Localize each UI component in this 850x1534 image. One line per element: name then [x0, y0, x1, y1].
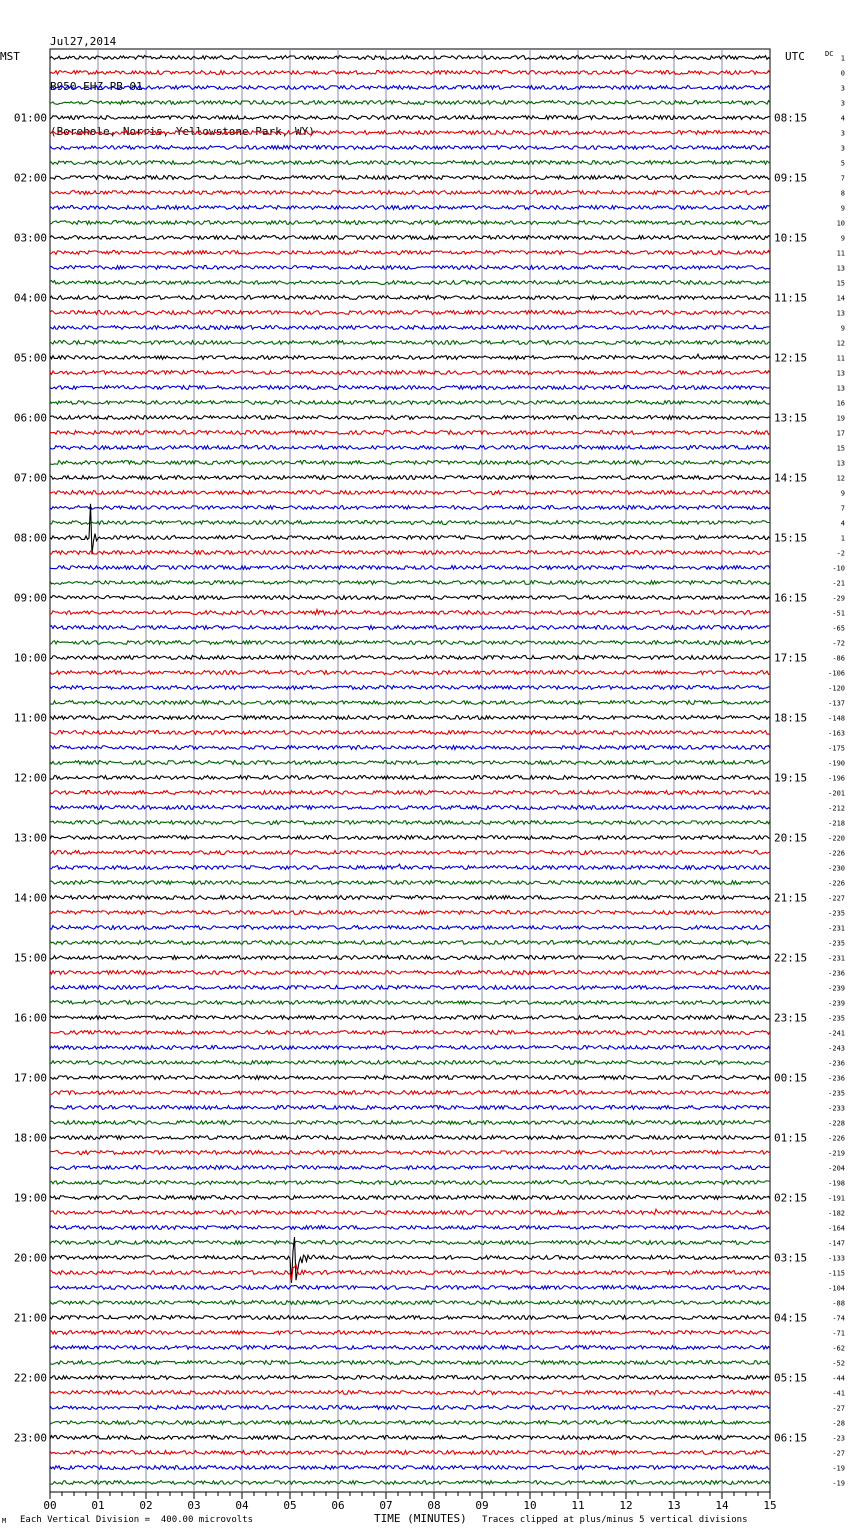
dc-offset-label: -106 — [828, 669, 845, 678]
utc-hour-label: 02:15 — [774, 1191, 808, 1205]
dc-offset-label: -44 — [832, 1374, 845, 1383]
seismic-trace — [50, 431, 770, 435]
dc-offset-label: -10 — [832, 564, 845, 573]
utc-hour-label: 16:15 — [774, 591, 808, 605]
seismic-trace — [50, 701, 770, 705]
utc-hour-label: 01:15 — [774, 1131, 808, 1145]
dc-offset-label: 15 — [836, 444, 845, 453]
mst-hour-label: 04:00 — [13, 291, 47, 305]
x-tick-label: 12 — [619, 1499, 633, 1512]
mst-hour-label: 10:00 — [13, 651, 47, 665]
mst-hour-label: 09:00 — [13, 591, 47, 605]
seismic-trace — [50, 506, 770, 510]
dc-offset-label: -196 — [828, 774, 845, 783]
dc-offset-label: -148 — [828, 714, 845, 723]
dc-offset-label: 11 — [836, 249, 845, 258]
dc-offset-label: -74 — [832, 1314, 845, 1323]
dc-offset-label: -115 — [828, 1269, 845, 1278]
dc-offset-label: 4 — [840, 114, 845, 123]
seismic-trace — [50, 1001, 770, 1005]
dc-offset-label: -241 — [828, 1029, 845, 1038]
dc-offset-label: 13 — [836, 459, 845, 468]
dc-offset-label: 3 — [840, 99, 845, 108]
mst-hour-label: 21:00 — [13, 1311, 47, 1325]
dc-offset-label: 5 — [840, 159, 845, 168]
seismic-trace — [50, 1286, 770, 1290]
utc-hour-label: 03:15 — [774, 1251, 808, 1265]
dc-offset-label: -230 — [828, 864, 845, 873]
x-tick-label: 01 — [91, 1499, 105, 1512]
seismic-trace — [50, 1046, 770, 1050]
seismic-trace — [50, 566, 770, 570]
seismic-trace — [50, 971, 770, 975]
seismic-trace — [50, 911, 770, 915]
dc-offset-label: 9 — [840, 324, 845, 333]
mst-header: MST — [0, 50, 20, 63]
seismic-trace — [50, 716, 770, 720]
seismic-trace — [50, 836, 770, 840]
seismic-trace — [50, 926, 770, 930]
utc-hour-label: 18:15 — [774, 711, 808, 725]
seismic-trace — [50, 986, 770, 990]
dc-offset-label: 3 — [840, 129, 845, 138]
seismic-trace — [50, 56, 770, 60]
dc-offset-label: -239 — [828, 999, 845, 1008]
seismic-trace — [50, 1361, 770, 1365]
dc-offset-label: -231 — [828, 924, 845, 933]
dc-offset-label: -226 — [828, 849, 845, 858]
dc-offset-label: -182 — [828, 1209, 845, 1218]
seismic-trace — [50, 341, 770, 345]
seismic-trace — [50, 671, 770, 675]
seismic-trace — [50, 131, 770, 135]
seismic-trace — [50, 626, 770, 630]
seismic-trace — [50, 1265, 770, 1281]
utc-hour-label: 21:15 — [774, 891, 808, 905]
dc-offset-label: -27 — [832, 1449, 845, 1458]
dc-offset-label: 13 — [836, 309, 845, 318]
mst-hour-label: 02:00 — [13, 171, 47, 185]
seismic-trace — [50, 1406, 770, 1410]
dc-offset-label: 11 — [836, 354, 845, 363]
dc-offset-label: -2 — [836, 549, 845, 558]
dc-offset-label: -137 — [828, 699, 845, 708]
seismic-trace — [50, 161, 770, 165]
dc-offset-label: 12 — [836, 339, 845, 348]
utc-hour-label: 08:15 — [774, 111, 808, 125]
utc-hour-label: 17:15 — [774, 651, 808, 665]
scale-note: Each Vertical Division = 400.00 microvolts — [20, 1515, 253, 1525]
dc-offset-label: -29 — [832, 594, 845, 603]
dc-offset-label: -235 — [828, 909, 845, 918]
dc-offset-label: -21 — [832, 579, 845, 588]
dc-offset-label: -198 — [828, 1179, 845, 1188]
footer-mark: M — [2, 1517, 7, 1525]
dc-offset-label: -72 — [832, 639, 845, 648]
dc-offset-label: 16 — [836, 399, 845, 408]
dc-offset-label: -190 — [828, 759, 845, 768]
seismic-trace — [50, 731, 770, 735]
x-tick-label: 07 — [379, 1499, 393, 1512]
dc-offset-label: 13 — [836, 264, 845, 273]
seismic-trace — [50, 746, 770, 750]
mst-hour-label: 20:00 — [13, 1251, 47, 1265]
dc-offset-label: -201 — [828, 789, 845, 798]
utc-hour-label: 19:15 — [774, 771, 808, 785]
mst-hour-label: 03:00 — [13, 231, 47, 245]
seismic-trace — [50, 116, 770, 120]
seismic-trace — [50, 281, 770, 285]
x-tick-label: 08 — [427, 1499, 441, 1512]
mst-hour-label: 23:00 — [13, 1431, 47, 1445]
seismic-trace — [50, 1136, 770, 1140]
seismic-trace — [50, 1121, 770, 1125]
dc-offset-label: 13 — [836, 369, 845, 378]
seismic-trace — [50, 461, 770, 465]
utc-hour-label: 12:15 — [774, 351, 808, 365]
dc-offset-label: -86 — [832, 654, 845, 663]
dc-offset-label: -120 — [828, 684, 845, 693]
dc-offset-label: -228 — [828, 1119, 845, 1128]
x-tick-label: 15 — [763, 1499, 777, 1512]
seismic-trace — [50, 1316, 770, 1320]
utc-hour-label: 05:15 — [774, 1371, 808, 1385]
dc-offset-label: -88 — [832, 1299, 845, 1308]
seismic-trace — [50, 806, 770, 810]
dc-offset-label: 17 — [836, 429, 845, 438]
dc-offset-label: -204 — [828, 1164, 845, 1173]
seismic-trace — [50, 656, 770, 660]
mst-hour-label: 01:00 — [13, 111, 47, 125]
x-tick-label: 05 — [283, 1499, 297, 1512]
dc-offset-label: -236 — [828, 1074, 845, 1083]
dc-header: DC — [825, 50, 834, 58]
utc-hour-label: 11:15 — [774, 291, 808, 305]
seismic-trace — [50, 761, 770, 765]
dc-offset-label: -19 — [832, 1464, 845, 1473]
dc-offset-label: 0 — [840, 69, 845, 78]
dc-offset-label: 19 — [836, 414, 845, 423]
seismic-trace — [50, 1331, 770, 1335]
seismic-trace — [50, 371, 770, 375]
seismic-trace — [50, 1091, 770, 1095]
seismic-trace — [50, 251, 770, 255]
dc-offset-label: -235 — [828, 1014, 845, 1023]
seismic-trace — [50, 1376, 770, 1380]
seismic-trace — [50, 504, 770, 554]
utc-hour-label: 20:15 — [774, 831, 808, 845]
seismic-trace — [50, 1106, 770, 1110]
dc-offset-label: -235 — [828, 1089, 845, 1098]
seismic-trace — [50, 686, 770, 690]
dc-offset-label: 7 — [840, 174, 845, 183]
utc-header: UTC — [785, 50, 805, 63]
x-tick-label: 00 — [43, 1499, 57, 1512]
dc-offset-label: -212 — [828, 804, 845, 813]
seismic-trace — [50, 146, 770, 150]
dc-offset-label: -231 — [828, 954, 845, 963]
seismic-trace — [50, 326, 770, 330]
dc-offset-label: -147 — [828, 1239, 845, 1248]
x-tick-label: 14 — [715, 1499, 729, 1512]
dc-offset-label: -239 — [828, 984, 845, 993]
seismic-trace — [50, 1061, 770, 1065]
mst-hour-label: 12:00 — [13, 771, 47, 785]
seismic-trace — [50, 386, 770, 390]
dc-offset-label: -233 — [828, 1104, 845, 1113]
seismic-trace — [50, 1209, 770, 1214]
x-tick-label: 02 — [139, 1499, 153, 1512]
seismic-trace — [50, 476, 770, 480]
seismic-trace — [50, 71, 770, 75]
dc-offset-label: -52 — [832, 1359, 845, 1368]
seismic-trace — [50, 821, 770, 825]
seismic-trace — [50, 236, 770, 240]
dc-offset-label: -65 — [832, 624, 845, 633]
mst-hour-label: 22:00 — [13, 1371, 47, 1385]
seismic-trace — [50, 1031, 770, 1035]
mst-hour-label: 19:00 — [13, 1191, 47, 1205]
dc-offset-label: -218 — [828, 819, 845, 828]
seismic-trace — [50, 101, 770, 105]
utc-hour-label: 22:15 — [774, 951, 808, 965]
seismic-trace — [50, 191, 770, 195]
dc-offset-label: 1 — [840, 54, 845, 63]
dc-offset-label: -163 — [828, 729, 845, 738]
seismic-trace — [50, 1421, 770, 1425]
dc-offset-label: 14 — [836, 294, 845, 303]
utc-hour-label: 23:15 — [774, 1011, 808, 1025]
dc-offset-label: 15 — [836, 279, 845, 288]
mst-hour-label: 11:00 — [13, 711, 47, 725]
seismic-trace — [50, 86, 770, 90]
seismic-trace — [50, 521, 770, 525]
seismic-trace — [50, 401, 770, 405]
seismic-trace — [50, 896, 770, 900]
dc-offset-label: -226 — [828, 879, 845, 888]
seismic-trace — [50, 266, 770, 270]
dc-offset-label: -28 — [832, 1419, 845, 1428]
seismic-trace — [50, 1166, 770, 1170]
dc-offset-label: 9 — [840, 204, 845, 213]
seismic-trace — [50, 354, 770, 359]
mst-hour-label: 17:00 — [13, 1071, 47, 1085]
mst-hour-label: 07:00 — [13, 471, 47, 485]
dc-offset-label: 7 — [840, 504, 845, 513]
dc-offset-label: -104 — [828, 1284, 845, 1293]
dc-offset-label: -41 — [832, 1389, 845, 1398]
station-label: B950 EHZ PB 01 — [50, 80, 143, 93]
seismic-trace — [50, 1226, 770, 1230]
dc-offset-label: -236 — [828, 969, 845, 978]
dc-offset-label: 12 — [836, 474, 845, 483]
utc-hour-label: 06:15 — [774, 1431, 808, 1445]
seismic-trace — [50, 1436, 770, 1440]
mst-hour-label: 05:00 — [13, 351, 47, 365]
x-tick-label: 13 — [667, 1499, 681, 1512]
seismic-trace — [50, 176, 770, 180]
dc-offset-label: -62 — [832, 1344, 845, 1353]
dc-offset-label: -220 — [828, 834, 845, 843]
seismic-trace — [50, 1481, 770, 1485]
seismic-trace — [50, 956, 770, 960]
seismic-trace — [50, 206, 770, 210]
utc-hour-label: 13:15 — [774, 411, 808, 425]
seismic-trace — [50, 1151, 770, 1155]
dc-offset-label: 8 — [840, 189, 845, 198]
seismic-trace — [50, 596, 770, 600]
clip-note: Traces clipped at plus/minus 5 vertical divisions — [482, 1515, 748, 1525]
dc-offset-label: -27 — [832, 1404, 845, 1413]
seismic-trace — [50, 641, 770, 645]
dc-offset-label: 3 — [840, 84, 845, 93]
mst-hour-label: 18:00 — [13, 1131, 47, 1145]
utc-hour-label: 04:15 — [774, 1311, 808, 1325]
utc-hour-label: 14:15 — [774, 471, 808, 485]
dc-offset-label: 3 — [840, 144, 845, 153]
dc-offset-label: -235 — [828, 939, 845, 948]
seismic-trace — [50, 941, 770, 945]
dc-offset-label: 4 — [840, 519, 845, 528]
seismic-trace — [50, 1451, 770, 1455]
seismic-trace — [50, 864, 770, 869]
dc-offset-label: 9 — [840, 489, 845, 498]
date-label: Jul27,2014 — [50, 35, 117, 48]
seismic-trace — [50, 296, 770, 300]
dc-offset-label: 10 — [836, 219, 845, 228]
seismic-trace — [50, 791, 770, 795]
x-tick-label: 09 — [475, 1499, 489, 1512]
location-label: (Borehole, Norris, Yellowstone Park, WY) — [50, 125, 315, 138]
seismic-trace — [50, 881, 770, 885]
mst-hour-label: 08:00 — [13, 531, 47, 545]
seismic-trace — [50, 1016, 770, 1020]
seismic-trace — [50, 551, 770, 555]
mst-hour-label: 13:00 — [13, 831, 47, 845]
seismic-trace — [50, 1346, 770, 1350]
seismic-trace — [50, 610, 770, 615]
x-tick-label: 04 — [235, 1499, 249, 1512]
x-tick-label: 11 — [571, 1499, 585, 1512]
x-tick-label: 06 — [331, 1499, 345, 1512]
seismic-trace — [50, 1196, 770, 1200]
seismic-trace — [50, 1391, 770, 1395]
seismic-trace — [50, 491, 770, 495]
dc-offset-label: -219 — [828, 1149, 845, 1158]
utc-hour-label: 09:15 — [774, 171, 808, 185]
dc-offset-label: -236 — [828, 1059, 845, 1068]
seismic-trace — [50, 446, 770, 450]
dc-offset-label: -19 — [832, 1479, 845, 1488]
x-tick-label: 03 — [187, 1499, 201, 1512]
seismic-trace — [50, 776, 770, 780]
seismic-trace — [50, 1241, 770, 1245]
dc-offset-label: -164 — [828, 1224, 845, 1233]
seismic-trace — [50, 221, 770, 225]
dc-offset-label: 9 — [840, 234, 845, 243]
seismic-trace — [50, 1301, 770, 1305]
seismic-trace — [50, 311, 770, 315]
dc-offset-label: -191 — [828, 1194, 845, 1203]
seismic-trace — [50, 851, 770, 855]
dc-offset-label: 1 — [840, 534, 845, 543]
utc-hour-label: 15:15 — [774, 531, 808, 545]
seismic-trace — [50, 581, 770, 585]
seismic-trace — [50, 1076, 770, 1080]
dc-offset-label: -227 — [828, 894, 845, 903]
dc-offset-label: -71 — [832, 1329, 845, 1338]
dc-offset-label: -51 — [832, 609, 845, 618]
dc-offset-label: -23 — [832, 1434, 845, 1443]
mst-hour-label: 14:00 — [13, 891, 47, 905]
x-axis-title: TIME (MINUTES) — [374, 1512, 467, 1525]
dc-offset-label: -243 — [828, 1044, 845, 1053]
seismic-trace — [50, 1466, 770, 1470]
dc-offset-label: 13 — [836, 384, 845, 393]
mst-hour-label: 06:00 — [13, 411, 47, 425]
mst-hour-label: 15:00 — [13, 951, 47, 965]
dc-offset-label: -226 — [828, 1134, 845, 1143]
seismic-trace — [50, 1181, 770, 1185]
dc-offset-label: -175 — [828, 744, 845, 753]
dc-offset-label: -133 — [828, 1254, 845, 1263]
x-tick-label: 10 — [523, 1499, 537, 1512]
utc-hour-label: 00:15 — [774, 1071, 808, 1085]
seismic-trace — [50, 416, 770, 420]
mst-hour-label: 16:00 — [13, 1011, 47, 1025]
utc-hour-label: 10:15 — [774, 231, 808, 245]
